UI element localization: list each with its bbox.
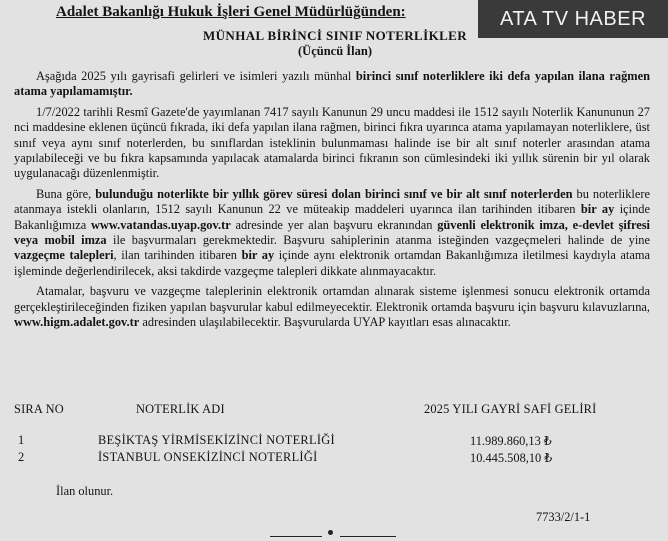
vatandas-url: www.vatandas.uyap.gov.tr xyxy=(90,217,231,232)
announcement-body xyxy=(14,69,650,331)
announcement-subtitle-note: (Üçüncü İlan) xyxy=(298,44,372,58)
table-row-2-name: İSTANBUL ONSEKİZİNCİ NOTERLİĞİ xyxy=(98,450,318,464)
channel-watermark: ATA TV HABER xyxy=(478,0,668,38)
higm-url: www.higm.adalet.gov.tr xyxy=(14,315,140,330)
paragraph-3: Buna göre, bulunduğu noterlikte bir yıllık görev süresi dolan birinci sınıf ve bir alt sınıf noterlerden bu noterliklere atanmaya istekli olanların, 1512 sayılı Kanunun 22 ve müteakip maddeleri uyarınca ilan tarihinden itibaren bir ay içinde Bakanlığımıza www.vatandas.uyap.gov.tr adresinde yer alan başvuru ekranından güvenli elektronik imza, e-devlet şifresi veya mobil imza ile başvurmaları gerekmektedir. Başvuru sahiplerinin atanma isteğinden vazgeçmeleri halinde de yine vazgeçme talepleri, ilan tarihinden itibaren bir ay içinde aynı elektronik ortamdan Bakanlığımıza iletilmesi kaydıyla atama işleminde değerlendirilecek, aksi takdirde vazgeçme talepleri dikkate alınmayacaktır. xyxy=(14,186,651,278)
column-header-noterlik-adi: NOTERLİK ADI xyxy=(136,402,225,416)
issuer-title: Adalet Bakanlığı Hukuk İşleri Genel Müdürlüğünden: xyxy=(56,4,406,20)
announcement-subtitle: MÜNHAL BİRİNCİ SINIF NOTERLİKLER xyxy=(202,28,468,43)
closing-text: İlan olunur. xyxy=(56,484,114,498)
table-row-2-income: 10.445.508,10 ₺ xyxy=(470,451,553,465)
table-row-1-no: 1 xyxy=(18,433,25,447)
table-row-2-no: 2 xyxy=(18,450,25,464)
table-row-1-income: 11.989.860,13 ₺ xyxy=(470,434,552,448)
column-header-sira-no: SIRA NO xyxy=(14,402,64,416)
reference-number: 7733/2/1-1 xyxy=(536,510,591,524)
footer-rule-right xyxy=(340,536,396,537)
paragraph-4: Atamalar, başvuru ve vazgeçme taleplerinin elektronik ortamdan alınarak sisteme işlenmesi sonucu elektronik ortamda gerçekleştirileceğinden fiziken yapılan başvurular kabul edilmeyecektir. Elektronik ortamda başvuru için başvuru kılavuzlarına, www.higm.adalet.gov.tr adresinden ulaşılabilecektir. Başvurularda UYAP kayıtları esas alınacaktır. xyxy=(14,284,650,330)
footer-dot xyxy=(328,530,333,535)
table-row-1-name: BEŞİKTAŞ YİRMİSEKİZİNCİ NOTERLİĞİ xyxy=(98,433,335,447)
column-header-gelir: 2025 YILI GAYRİ SAFİ GELİRİ xyxy=(424,402,597,416)
paragraph-2: 1/7/2022 tarihli Resmî Gazete'de yayımlanan 7417 sayılı Kanunun 29 uncu maddesi ile 1512 sayılı Noterlik Kanununun 27 nci maddesine eklenen üçüncü fıkrada, iki defa yapılan ilana rağmen, birinci fıkra uyarınca atama yapılamayan noterliklere, üst sınıf veya aynı sınıf noterlerden, bu sınıflardan isteklinin bulunmaması halinde ise bir alt sınıf noterler arasından atama yapılabileceği ve bu fıkra kapsamında yapılacak atamalarda birinci fıkranın son cümlesindeki iki yıllık sürenin bir yıl olarak uygulanacağı düzenlenmiştir. xyxy=(14,104,650,181)
paragraph-1: Aşağıda 2025 yılı gayrisafi gelirleri ve isimleri yazılı münhal birinci sınıf noterliklere iki defa yapılan ilana rağmen atama yapılamamıştır. xyxy=(14,69,650,99)
footer-rule-left xyxy=(270,536,322,537)
